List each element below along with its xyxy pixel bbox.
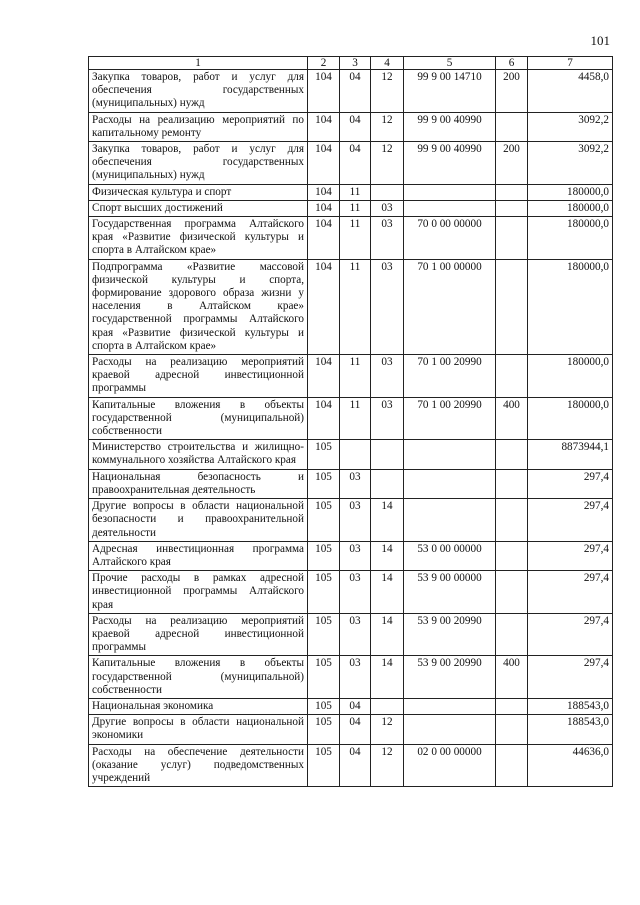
expense-type-cell [496,440,528,469]
amount-cell: 297,4 [528,613,613,656]
row-name-cell: Министерство строительства и жилищно-коммунального хозяйства Алтайского края [89,440,308,469]
amount-cell: 180000,0 [528,184,613,200]
subsection-code-cell: 12 [371,715,404,744]
subsection-code-cell: 03 [371,397,404,440]
target-article-cell [404,499,496,542]
table-row [89,217,613,260]
target-article-cell: 53 9 00 20990 [404,613,496,656]
section-code-cell: 04 [340,715,371,744]
expense-type-cell [496,355,528,398]
amount-cell: 44636,0 [528,744,613,787]
column-number: 4 [371,57,404,70]
expense-type-cell [496,200,528,216]
expense-type-cell [496,499,528,542]
admin-code-cell: 105 [308,698,340,714]
amount-cell: 8873944,1 [528,440,613,469]
target-article-cell [404,184,496,200]
expense-type-cell [496,571,528,614]
section-code-cell: 11 [340,397,371,440]
subsection-code-cell: 03 [371,259,404,354]
expense-type-cell: 200 [496,142,528,185]
row-name-cell: Другие вопросы в области национальной безопасности и правоохранительной деятельности [89,499,308,542]
subsection-code-cell: 03 [371,200,404,216]
admin-code-cell: 105 [308,613,340,656]
admin-code-cell: 105 [308,469,340,498]
column-number: 3 [340,57,371,70]
row-name-cell: Другие вопросы в области национальной экономики [89,715,308,744]
table-row [89,397,613,440]
admin-code-cell: 104 [308,112,340,141]
subsection-code-cell [371,184,404,200]
row-name-cell: Расходы на реализацию мероприятий по капитальному ремонту [89,112,308,141]
section-code-cell: 11 [340,200,371,216]
target-article-cell: 70 1 00 20990 [404,355,496,398]
table-row [89,112,613,141]
target-article-cell: 70 0 00 00000 [404,217,496,260]
table-row [89,715,613,744]
column-number-row [89,57,613,70]
table-row [89,571,613,614]
row-name-cell: Капитальные вложения в объекты государственной (муниципальной) собственности [89,656,308,699]
amount-cell: 297,4 [528,571,613,614]
table-row [89,698,613,714]
amount-cell: 3092,2 [528,142,613,185]
table-row [89,259,613,354]
section-code-cell: 11 [340,184,371,200]
expense-type-cell: 200 [496,70,528,113]
table-row [89,613,613,656]
budget-table [88,56,613,787]
subsection-code-cell: 12 [371,112,404,141]
column-number: 6 [496,57,528,70]
admin-code-cell: 104 [308,217,340,260]
admin-code-cell: 104 [308,259,340,354]
subsection-code-cell: 03 [371,217,404,260]
amount-cell: 180000,0 [528,217,613,260]
subsection-code-cell [371,469,404,498]
expense-type-cell [496,698,528,714]
target-article-cell [404,715,496,744]
target-article-cell: 99 9 00 40990 [404,112,496,141]
amount-cell: 188543,0 [528,715,613,744]
row-name-cell: Закупка товаров, работ и услуг для обеспечения государственных (муниципальных) нужд [89,70,308,113]
target-article-cell: 70 1 00 00000 [404,259,496,354]
subsection-code-cell: 12 [371,70,404,113]
target-article-cell [404,469,496,498]
table-row [89,184,613,200]
subsection-code-cell: 12 [371,142,404,185]
subsection-code-cell: 14 [371,541,404,570]
target-article-cell: 02 0 00 00000 [404,744,496,787]
section-code-cell: 04 [340,744,371,787]
table-row [89,541,613,570]
admin-code-cell: 105 [308,715,340,744]
subsection-code-cell: 14 [371,499,404,542]
section-code-cell: 03 [340,656,371,699]
target-article-cell [404,698,496,714]
row-name-cell: Прочие расходы в рамках адресной инвестиционной программы Алтайского края [89,571,308,614]
expense-type-cell [496,112,528,141]
section-code-cell: 03 [340,571,371,614]
table-row [89,200,613,216]
subsection-code-cell: 12 [371,744,404,787]
amount-cell: 297,4 [528,469,613,498]
table-row [89,469,613,498]
subsection-code-cell: 14 [371,656,404,699]
target-article-cell: 70 1 00 20990 [404,397,496,440]
admin-code-cell: 104 [308,142,340,185]
expense-type-cell: 400 [496,397,528,440]
row-name-cell: Физическая культура и спорт [89,184,308,200]
expense-type-cell [496,259,528,354]
target-article-cell: 99 9 00 14710 [404,70,496,113]
admin-code-cell: 105 [308,541,340,570]
subsection-code-cell: 14 [371,571,404,614]
table-row [89,440,613,469]
amount-cell: 297,4 [528,499,613,542]
amount-cell: 180000,0 [528,259,613,354]
section-code-cell: 04 [340,70,371,113]
target-article-cell: 53 9 00 20990 [404,656,496,699]
amount-cell: 4458,0 [528,70,613,113]
column-number: 7 [528,57,613,70]
row-name-cell: Расходы на обеспечение деятельности (оказание услуг) подведомственных учреждений [89,744,308,787]
target-article-cell [404,440,496,469]
column-number: 5 [404,57,496,70]
admin-code-cell: 104 [308,355,340,398]
column-number: 2 [308,57,340,70]
table-row [89,656,613,699]
row-name-cell: Адресная инвестиционная программа Алтайского края [89,541,308,570]
row-name-cell: Государственная программа Алтайского края «Развитие физической культуры и спорта в Алтайском крае» [89,217,308,260]
expense-type-cell [496,744,528,787]
expense-type-cell [496,184,528,200]
admin-code-cell: 104 [308,184,340,200]
amount-cell: 180000,0 [528,355,613,398]
amount-cell: 180000,0 [528,200,613,216]
section-code-cell: 11 [340,355,371,398]
section-code-cell: 11 [340,217,371,260]
row-name-cell: Капитальные вложения в объекты государственной (муниципальной) собственности [89,397,308,440]
section-code-cell: 03 [340,541,371,570]
row-name-cell: Расходы на реализацию мероприятий краевой адресной инвестиционной программы [89,613,308,656]
admin-code-cell: 105 [308,499,340,542]
admin-code-cell: 104 [308,200,340,216]
section-code-cell: 03 [340,469,371,498]
subsection-code-cell [371,698,404,714]
admin-code-cell: 104 [308,397,340,440]
row-name-cell: Национальная безопасность и правоохранительная деятельность [89,469,308,498]
amount-cell: 3092,2 [528,112,613,141]
admin-code-cell: 105 [308,571,340,614]
admin-code-cell: 105 [308,440,340,469]
subsection-code-cell: 14 [371,613,404,656]
section-code-cell: 03 [340,613,371,656]
amount-cell: 297,4 [528,656,613,699]
target-article-cell [404,200,496,216]
admin-code-cell: 105 [308,744,340,787]
amount-cell: 188543,0 [528,698,613,714]
expense-type-cell [496,541,528,570]
row-name-cell: Подпрограмма «Развитие массовой физической культуры и спорта, формирование здорового образа жизни у населения в Алтайском крае» государственной программы Алтайского края «Развитие физической культуры и спорта в Алтайском крае» [89,259,308,354]
expense-type-cell [496,715,528,744]
column-number: 1 [89,57,308,70]
row-name-cell: Спорт высших достижений [89,200,308,216]
subsection-code-cell: 03 [371,355,404,398]
expense-type-cell [496,613,528,656]
amount-cell: 297,4 [528,541,613,570]
table-row [89,142,613,185]
admin-code-cell: 104 [308,70,340,113]
section-code-cell: 04 [340,698,371,714]
section-code-cell: 04 [340,112,371,141]
admin-code-cell: 105 [308,656,340,699]
table-row [89,499,613,542]
section-code-cell: 04 [340,142,371,185]
section-code-cell: 11 [340,259,371,354]
amount-cell: 180000,0 [528,397,613,440]
row-name-cell: Закупка товаров, работ и услуг для обеспечения государственных (муниципальных) нужд [89,142,308,185]
target-article-cell: 53 9 00 00000 [404,571,496,614]
table-row [89,355,613,398]
row-name-cell: Расходы на реализацию мероприятий краевой адресной инвестиционной программы [89,355,308,398]
page-number: 101 [590,33,610,48]
section-code-cell: 03 [340,499,371,542]
target-article-cell: 99 9 00 40990 [404,142,496,185]
row-name-cell: Национальная экономика [89,698,308,714]
subsection-code-cell [371,440,404,469]
expense-type-cell [496,469,528,498]
table-row [89,744,613,787]
target-article-cell: 53 0 00 00000 [404,541,496,570]
table-row [89,70,613,113]
section-code-cell [340,440,371,469]
expense-type-cell: 400 [496,656,528,699]
expense-type-cell [496,217,528,260]
